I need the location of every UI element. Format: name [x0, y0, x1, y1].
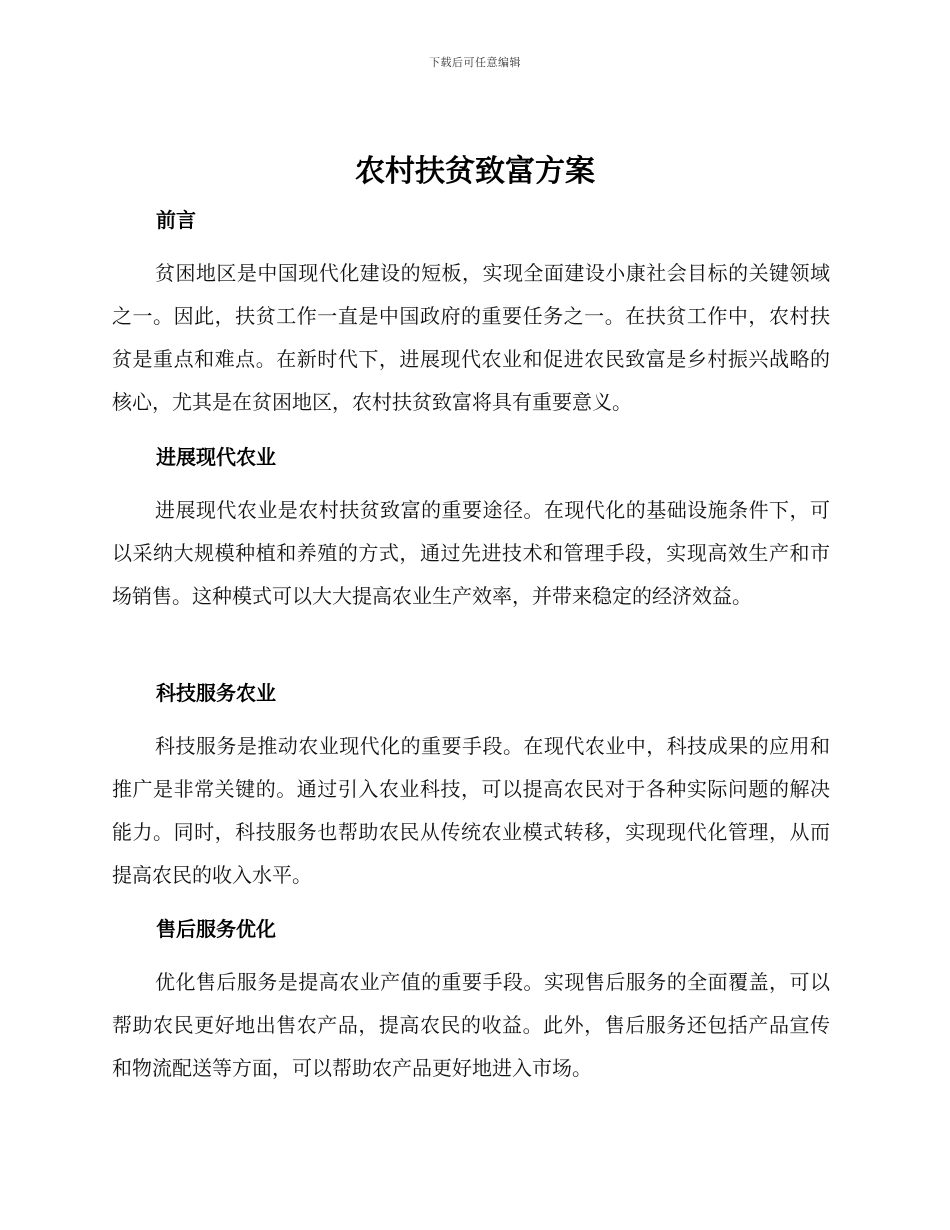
section-paragraph-after-sales: 优化售后服务是提高农业产值的重要手段。实现售后服务的全面覆盖，可以帮助农民更好地出售农产品，提高农民的收益。此外，售后服务还包括产品宣传和物流配送等方面，可以帮助农产品更好地进入市场。	[112, 970, 830, 1080]
section-heading-preface: 前言	[156, 208, 196, 232]
header-note: 下载后可任意编辑	[429, 56, 521, 69]
section-heading-after-sales: 售后服务优化	[156, 917, 276, 941]
section-paragraph-tech-services: 科技服务是推动农业现代化的重要手段。在现代农业中，科技成果的应用和推广是非常关键的。通过引入农业科技，可以提高农民对于各种实际问题的解决能力。同时，科技服务也帮助农民从传统农业模式转移，实现现代化管理，从而提高农民的收入水平。	[112, 734, 830, 887]
section-heading-tech-services: 科技服务农业	[156, 681, 276, 705]
section-heading-modern-agriculture: 进展现代农业	[156, 445, 276, 469]
section-paragraph-modern-agriculture: 进展现代农业是农村扶贫致富的重要途径。在现代化的基础设施条件下，可以采纳大规模种植和养殖的方式，通过先进技术和管理手段，实现高效生产和市场销售。这种模式可以大大提高农业生产效率，并带来稳定的经济效益。	[112, 498, 830, 608]
section-paragraph-preface: 贫困地区是中国现代化建设的短板，实现全面建设小康社会目标的关键领域之一。因此，扶贫工作一直是中国政府的重要任务之一。在扶贫工作中，农村扶贫是重点和难点。在新时代下，进展现代农业和促进农民致富是乡村振兴战略的核心，尤其是在贫困地区，农村扶贫致富将具有重要意义。	[112, 261, 830, 414]
document-title: 农村扶贫致富方案	[355, 154, 595, 189]
